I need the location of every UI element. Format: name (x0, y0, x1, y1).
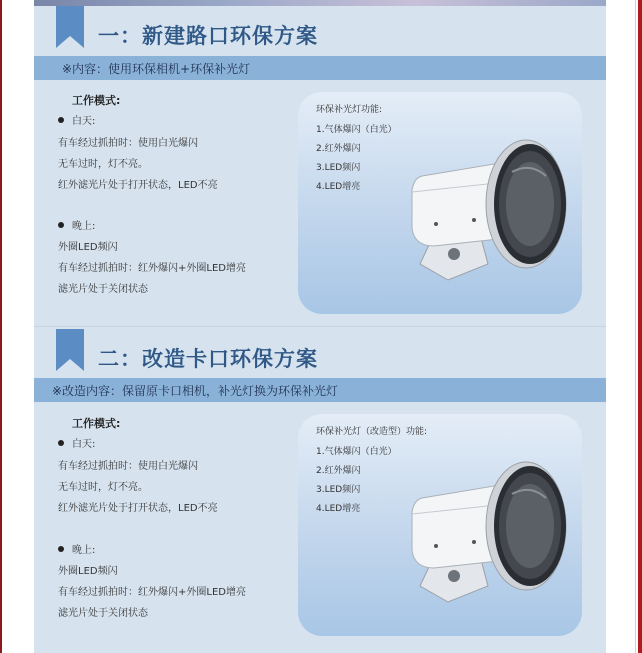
content-text: ※内容：使用环保相机+环保补光灯 (62, 62, 251, 76)
feature-panel (298, 414, 582, 636)
day-bullet (58, 435, 95, 450)
feature-item: 3.LED频闪 (316, 163, 361, 173)
day-line: 红外滤光片处于打开状态，LED不亮 (58, 180, 218, 191)
feature-item: 1.气体爆闪（白光） (316, 447, 397, 457)
content-band (34, 378, 606, 402)
day-line: 有车经过抓拍时：使用白光爆闪 (58, 138, 198, 149)
feature-panel (298, 92, 582, 314)
section-title: 二：改造卡口环保方案 (98, 347, 318, 371)
feature-item: 4.LED增亮 (316, 182, 361, 192)
night-line: 滤光片处于关闭状态 (58, 608, 148, 619)
night-bullet (58, 217, 95, 232)
content-text: ※改造内容：保留原卡口相机，补光灯换为环保补光灯 (52, 384, 339, 398)
document-page (34, 0, 606, 653)
fill-light-camera-image (376, 454, 576, 608)
page-frame-right (638, 0, 642, 653)
day-label: 白天: (72, 116, 96, 127)
day-line: 有车经过抓拍时：使用白光爆闪 (58, 461, 198, 472)
bookmark-icon (56, 329, 84, 371)
panel-title: 环保补光灯（改造型）功能: (316, 427, 428, 437)
mode-heading: 工作模式: (72, 417, 121, 430)
feature-item: 2.红外爆闪 (316, 466, 361, 476)
bullet-dot-icon (58, 117, 64, 123)
bullet-dot-icon (58, 222, 64, 228)
day-line: 无车过时，灯不亮。 (58, 482, 148, 493)
bookmark-icon (56, 6, 84, 48)
night-line: 有车经过抓拍时：红外爆闪+外圈LED增亮 (58, 263, 246, 274)
night-bullet (58, 541, 95, 556)
night-label: 晚上: (72, 545, 96, 556)
feature-item: 2.红外爆闪 (316, 144, 361, 154)
night-line: 有车经过抓拍时：红外爆闪+外圈LED增亮 (58, 587, 246, 598)
mode-heading: 工作模式: (72, 94, 121, 107)
fill-light-camera-image (376, 132, 576, 286)
day-line: 无车过时，灯不亮。 (58, 159, 148, 170)
feature-item: 3.LED频闪 (316, 485, 361, 495)
night-line: 滤光片处于关闭状态 (58, 284, 148, 295)
section-title: 一：新建路口环保方案 (98, 24, 318, 48)
content-band (34, 56, 606, 80)
bullet-dot-icon (58, 546, 64, 552)
feature-item: 4.LED增亮 (316, 504, 361, 514)
slide-retrofit-checkpoint (34, 326, 606, 653)
day-line: 红外滤光片处于打开状态，LED不亮 (58, 503, 218, 514)
page-frame-right-inner (635, 0, 636, 653)
slide-new-intersection (34, 6, 606, 326)
bullet-dot-icon (58, 440, 64, 446)
page-frame-left (0, 0, 2, 653)
feature-item: 1.气体爆闪（白光） (316, 125, 397, 135)
night-line: 外圈LED频闪 (58, 242, 118, 253)
panel-title: 环保补光灯功能: (316, 105, 383, 115)
night-label: 晚上: (72, 221, 96, 232)
day-label: 白天: (72, 439, 96, 450)
day-bullet (58, 112, 95, 127)
night-line: 外圈LED频闪 (58, 566, 118, 577)
